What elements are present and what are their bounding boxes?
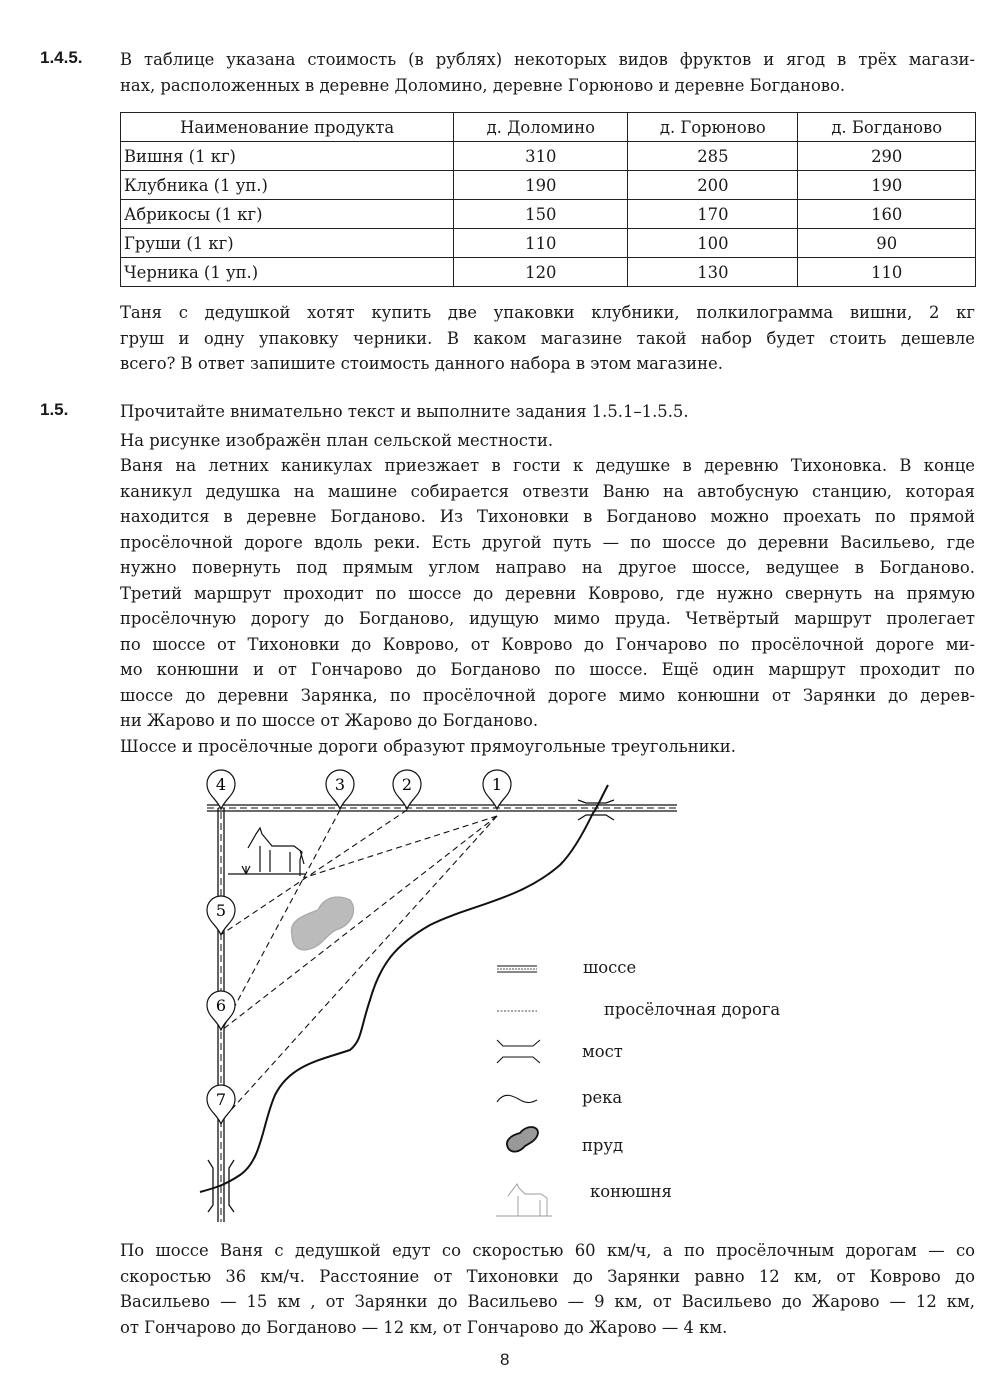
task-header: Прочитайте внимательно текст и выполните задания 1.5.1–1.5.5.: [120, 402, 689, 421]
price-cell: 170: [628, 200, 798, 229]
price-cell: 90: [798, 229, 976, 258]
text-line: груш и одну упаковку черники. В каком магазине такой набор будет стоить дешевле: [120, 328, 975, 348]
map-marker-7: [207, 1085, 235, 1124]
product-name-cell: Вишня (1 кг): [121, 142, 454, 171]
price-cell: 150: [454, 200, 628, 229]
text-line: шоссе до деревни Зарянка, по просёлочной дороге мимо конюшни от Зарянки до дерев-: [120, 685, 975, 705]
dirt-roads: [222, 810, 497, 1120]
price-cell: 190: [798, 171, 976, 200]
dirt-road-1-7: [222, 816, 497, 1120]
text-line: На рисунке изображён план сельской местности.: [120, 430, 554, 450]
text-line: Таня с дедушкой хотят купить две упаковки клубники, полкилограмма вишни, 2 кг: [120, 303, 975, 322]
price-cell: 110: [798, 258, 976, 287]
map-marker-5: [207, 896, 235, 935]
map-legend: [496, 966, 552, 1216]
bridge-icon: [497, 1040, 540, 1063]
dirt-road-1-stable: [303, 816, 497, 878]
text-line: находится в деревне Богданово. Из Тихоновки в Богданово можно проехать по прямой: [120, 507, 975, 526]
pond-icon: [291, 897, 353, 950]
pond-icon: [507, 1127, 538, 1152]
text-line: всего? В ответ запишите стоимость данного набора в этом магазине.: [120, 354, 723, 373]
column-header: д. Доломино: [454, 113, 628, 142]
text-line: Третий маршрут проходит по шоссе до деревни Коврово, где нужно свернуть на прямую: [120, 583, 975, 603]
price-cell: 160: [798, 200, 976, 229]
price-cell: 200: [628, 171, 798, 200]
text-line: по шоссе от Тихоновки до Коврово, от Коврово до Гончарово по просёлочной дороге ми-: [120, 634, 975, 654]
legend-label-bridge: мост: [582, 1042, 623, 1061]
map-marker-1: [483, 770, 511, 809]
text-line: Шоссе и просёлочные дороги образуют прямоугольные треугольники.: [120, 736, 736, 756]
marker-label: 6: [215, 996, 227, 1015]
column-header: д. Богданово: [798, 113, 976, 142]
marker-label: 5: [215, 901, 227, 920]
page-number: 8: [500, 1350, 510, 1369]
marker-label: 1: [491, 775, 503, 794]
text-line: Ваня на летних каникулах приезжает в гости к дедушке в деревню Тихоновка. В конце: [120, 456, 975, 475]
column-header: д. Горюново: [628, 113, 798, 142]
text-line: мо конюшни и от Гончарово до Богданово по шоссе. Ещё один маршрут проходит по: [120, 660, 975, 679]
text-line: Васильево — 15 км , от Зарянки до Васильево — 9 км, от Васильево до Жарово — 12 км,: [120, 1292, 975, 1311]
text-line: нах, расположенных в деревне Доломино, деревне Горюново и деревне Богданово.: [120, 75, 846, 95]
stable-icon: [228, 828, 305, 876]
product-name-cell: Клубника (1 уп.): [121, 171, 454, 200]
text-line: каникул дедушка на машине собирается отвезти Ваню на автобусную станцию, которая: [120, 481, 975, 501]
text-line: По шоссе Ваня с дедушкой едут со скоростью 60 км/ч, а по просёлочным дорогам — со: [120, 1241, 975, 1260]
text-line: В таблице указана стоимость (в рублях) некоторых видов фруктов и ягод в трёх магази-: [120, 50, 975, 69]
map-marker-6: [207, 991, 235, 1030]
column-header: Наименование продукта: [121, 113, 454, 142]
map-marker-2: [393, 770, 421, 809]
legend-label-river: река: [582, 1088, 623, 1107]
marker-label: 7: [215, 1090, 227, 1109]
task-15-conditions: [120, 1238, 975, 1340]
price-cell: 120: [454, 258, 628, 287]
legend-label-dirt-road: просёлочная дорога: [604, 1000, 781, 1019]
river-icon: [497, 1095, 537, 1102]
marker-label: 4: [215, 775, 227, 794]
price-cell: 310: [454, 142, 628, 171]
legend-label-highway: шоссе: [583, 958, 637, 977]
text-line: от Гончарово до Богданово — 12 км, от Гончарово до Жарово — 4 км.: [120, 1317, 728, 1337]
text-line: просёлочной дороге вдоль реки. Есть другой путь — по шоссе до деревни Васильево, где: [120, 532, 975, 552]
marker-label: 2: [401, 775, 413, 794]
highway-top: [207, 805, 677, 811]
product-name-cell: Черника (1 уп.): [121, 258, 454, 287]
price-cell: 285: [628, 142, 798, 171]
text-line: ни Жарово и по шоссе от Жарово до Богданово.: [120, 711, 539, 730]
price-cell: 290: [798, 142, 976, 171]
map-marker-4: [207, 770, 235, 809]
highway-icon: [497, 966, 537, 972]
product-name-cell: Груши (1 кг): [121, 229, 454, 258]
task-number-15: 1.5.: [40, 400, 69, 419]
product-name-cell: Абрикосы (1 кг): [121, 200, 454, 229]
text-line: нужно повернуть под прямым углом направо на другое шоссе, ведущее в Богданово.: [120, 558, 975, 577]
river: [200, 785, 608, 1192]
stable-icon: [496, 1184, 552, 1216]
price-cell: 100: [628, 229, 798, 258]
legend-label-stable: конюшня: [590, 1182, 672, 1201]
dirt-road-1-6: [222, 816, 497, 1030]
map-marker-3: [326, 770, 354, 809]
price-cell: 190: [454, 171, 628, 200]
legend-label-pond: пруд: [582, 1136, 624, 1155]
task-number-145: 1.4.5.: [40, 48, 83, 67]
price-cell: 110: [454, 229, 628, 258]
text-line: просёлочную дорогу до Богданово, идущую мимо пруда. Четвёртый маршрут пролегает: [120, 609, 975, 628]
text-line: скоростью 36 км/ч. Расстояние от Тихоновки до Зарянки равно 12 км, от Коврово до: [120, 1266, 975, 1286]
price-cell: 130: [628, 258, 798, 287]
marker-label: 3: [334, 775, 346, 794]
